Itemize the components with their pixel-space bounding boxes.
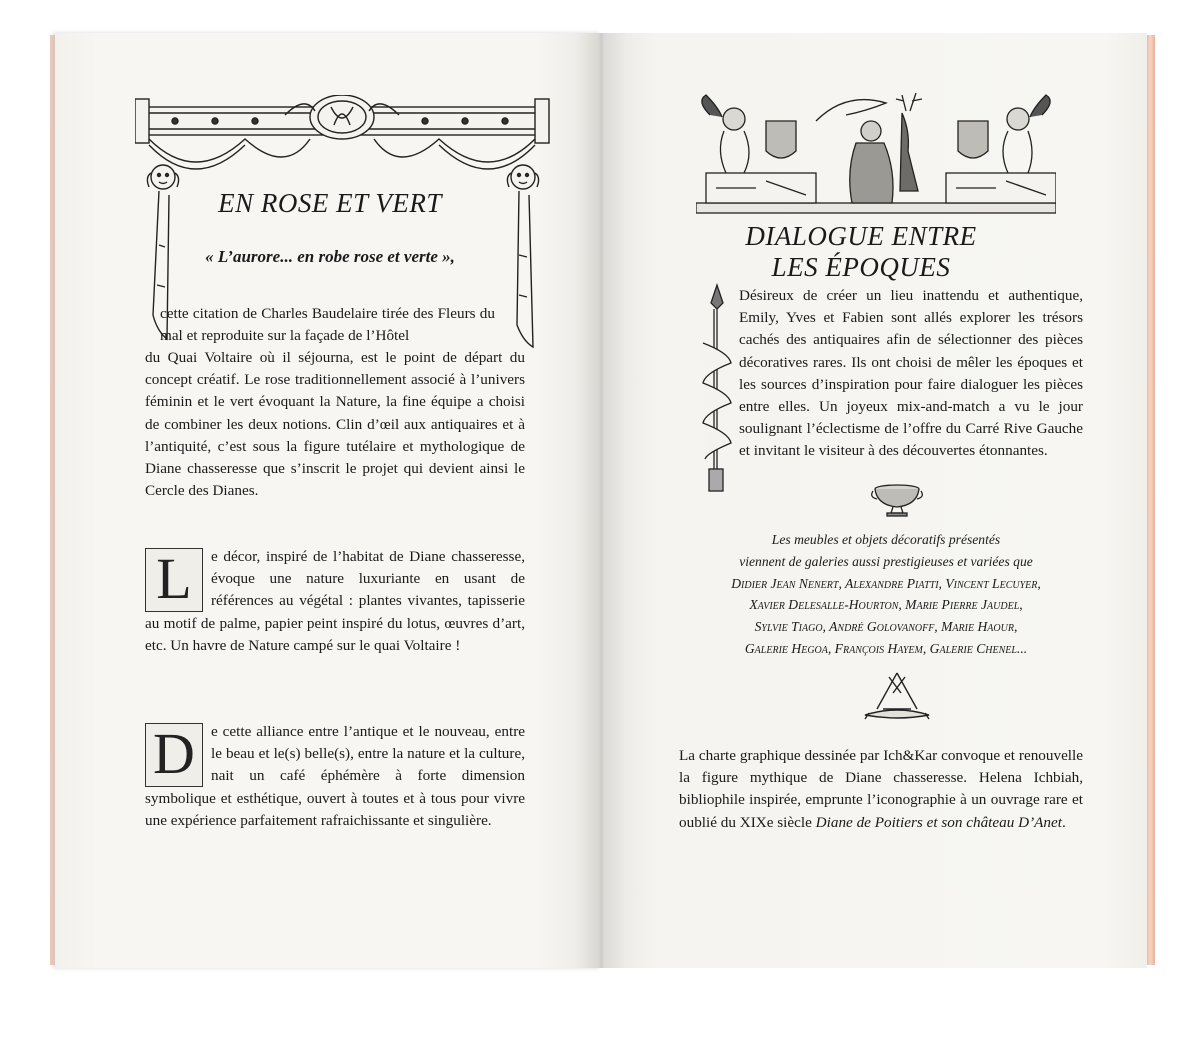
page-edge-right [1147,35,1155,965]
page-title-line1: DIALOGUE ENTRE [745,221,977,251]
credits-intro-line2: viennent de galeries aussi prestigieuses et variées que [739,553,1033,569]
paragraph-alliance: e cette alliance entre l’antique et le nouveau, entre le beau et le(s) belle(s), entre la nature et la culture, nait un café éphémère à forte dimension symbolique et esthétique, ouvert à toutes et à tous pour vivre une expérience parfaitement rafraichissante et singulière. [145,723,525,829]
credits-line3: Sylvie Tiago, André Golovanoff, Marie Haour, [754,619,1018,635]
credits-line2: Xavier Delesalle-Hourton, Marie Pierre Jaudel, [749,597,1023,613]
open-book [55,33,1147,968]
left-page [55,33,601,968]
paragraph-concept: du Quai Voltaire où il séjourna, est le point de départ du concept créatif. Le rose traditionnellement associé à l’univers féminin et le vert évoquant la Nature, la fine équipe a choisi de combiner les deux notions. Clin d’œil aux antiquaires et à l’antiquité, c’est sous la figure tutélaire et mythologique de Diane chasseresse que s’inscrit le projet qui devient ainsi le Cercle des Dianes. [145,349,525,500]
paragraph-alliance-block [145,721,525,832]
paragraph-charte-text: La charte graphique dessinée par Ich&Kar convoque et renouvelle la figure mythique de Diane chasseresse. Helena Ichbiah, bibliophile inspirée, emprunte l’iconographie à un ouvrage rare et oublié du XIXe siècle [679,747,1083,831]
quote: « L’aurore... en robe rose et verte », [205,247,455,266]
paragraph-lead-left: cette citation de Charles Baudelaire tirée des Fleurs du mal et reproduite sur la façade de l’Hôtel [160,305,495,345]
page-title-left: EN ROSE ET VERT [218,188,442,218]
paragraph-charte-end: . [1061,813,1066,831]
paragraph-decor: e décor, inspiré de l’habitat de Diane chasseresse, évoque une nature luxuriante en usant de références au végétal : plantes vivantes, tapisserie au motif de palme, papier peint inspiré du lotus, œuvres d’art, etc. Un havre de Nature campé sur le quai Voltaire ! [145,548,525,654]
right-page [601,33,1147,968]
crossed-arrows-icon [863,669,931,723]
dropcap-d-icon: D [145,723,203,787]
page-title-line2: LES ÉPOQUES [771,252,951,282]
vase-icon [871,483,923,517]
page-title-right [661,221,1061,283]
credits-line4: Galerie Hegoa, François Hayem, Galerie Chenel... [744,640,1028,656]
dropcap-l-icon: L [145,548,203,612]
paragraph-decor-block [145,546,525,657]
paragraph-charte [679,745,1083,834]
paragraph-epoques: Désireux de créer un lieu inattendu et authentique, Emily, Yves et Fabien sont allés explorer les trésors cachés des antiquaires afin de sélectionner des pièces décoratives rares. Ils ont choisi de mêler les époques et les sources d’inspiration pour faire dialoguer les pièces entre elles. Un joyeux mix-and-match a vu le jour soulignant l’éclectisme de l’offre du Carré Rive Gauche et invitant le visiteur à des découvertes étonnantes. [739,287,1083,460]
credits-block [701,529,1071,660]
book-title: Diane de Poitiers et son château D’Anet [815,813,1062,831]
credits-line1: Didier Jean Nenert, Alexandre Piatti, Vincent Lecuyer, [731,575,1041,591]
credits-intro-line1: Les meubles et objets décoratifs présentés [771,532,1001,547]
spear-banner-icon [699,283,735,495]
mythological-frieze-icon [696,91,1056,221]
